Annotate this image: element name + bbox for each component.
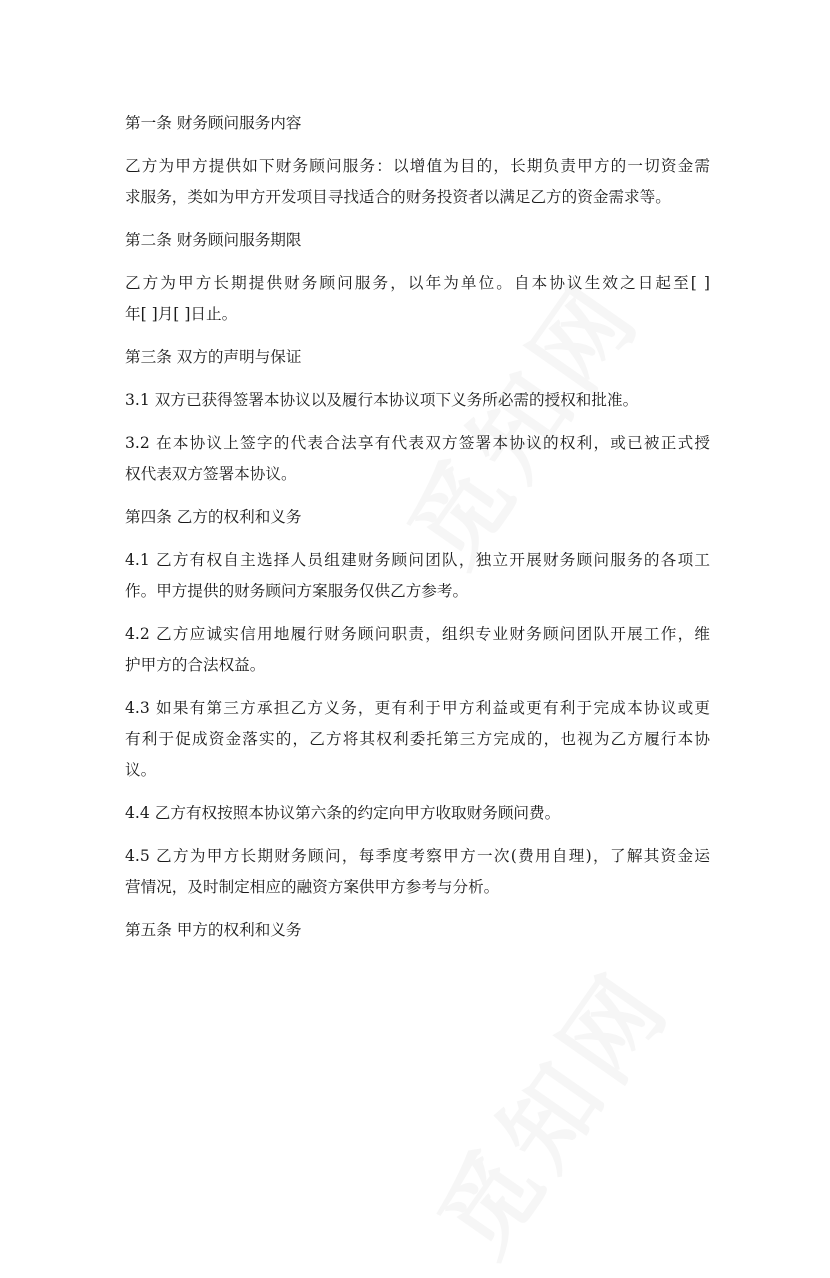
text-line: 4.3 如果有第三方承担乙方义务，更有利于甲方利益或更有利于完成本协议或更 bbox=[125, 699, 710, 717]
text-line: 乙方为甲方长期提供财务顾问服务，以年为单位。自本协议生效之日起至[ ] bbox=[125, 274, 710, 292]
article-2-heading bbox=[125, 225, 710, 256]
clause-4-4 bbox=[125, 798, 710, 829]
clause-4-3 bbox=[125, 693, 710, 786]
document-body bbox=[125, 108, 710, 958]
text-line: 第二条 财务顾问服务期限 bbox=[125, 231, 302, 249]
text-line: 营情况，及时制定相应的融资方案供甲方参考与分析。 bbox=[125, 878, 500, 896]
text-line: 护甲方的合法权益。 bbox=[125, 656, 266, 674]
text-line: 3.1 双方已获得签署本协议以及履行本协议项下义务所必需的授权和批准。 bbox=[125, 391, 639, 409]
text-line: 作。甲方提供的财务顾问方案服务仅供乙方参考。 bbox=[125, 582, 469, 600]
clause-3-1 bbox=[125, 385, 710, 416]
text-line: 权代表双方签署本协议。 bbox=[125, 465, 297, 483]
clause-4-5 bbox=[125, 841, 710, 903]
article-2-paragraph bbox=[125, 268, 710, 330]
text-line: 3.2 在本协议上签字的代表合法享有代表双方签署本协议的权利，或已被正式授 bbox=[125, 434, 710, 452]
text-line: 求服务，类如为甲方开发项目寻找适合的财务投资者以满足乙方的资金需求等。 bbox=[125, 188, 671, 206]
article-1-paragraph bbox=[125, 151, 710, 213]
article-3-heading bbox=[125, 342, 710, 373]
clause-3-2 bbox=[125, 428, 710, 490]
text-line: 4.5 乙方为甲方长期财务顾问，每季度考察甲方一次(费用自理)，了解其资金运 bbox=[125, 847, 710, 865]
clause-4-1 bbox=[125, 545, 710, 607]
text-line: 乙方为甲方提供如下财务顾问服务：以增值为目的，长期负责甲方的一切资金需 bbox=[125, 157, 710, 175]
article-5-heading bbox=[125, 915, 710, 946]
clause-4-2 bbox=[125, 619, 710, 681]
text-line: 第一条 财务顾问服务内容 bbox=[125, 114, 302, 132]
text-line: 4.2 乙方应诚实信用地履行财务顾问职责，组织专业财务顾问团队开展工作，维 bbox=[125, 625, 710, 643]
article-1-heading bbox=[125, 108, 710, 139]
text-line: 第三条 双方的声明与保证 bbox=[125, 348, 302, 366]
text-line: 年[ ]月[ ]日止。 bbox=[125, 305, 238, 323]
text-line: 第五条 甲方的权利和义务 bbox=[125, 921, 302, 939]
article-4-heading bbox=[125, 502, 710, 533]
text-line: 4.4 乙方有权按照本协议第六条的约定向甲方收取财务顾问费。 bbox=[125, 804, 561, 822]
text-line: 4.1 乙方有权自主选择人员组建财务顾问团队，独立开展财务顾问服务的各项工 bbox=[125, 551, 710, 569]
watermark bbox=[402, 939, 697, 1278]
text-line: 第四条 乙方的权利和义务 bbox=[125, 508, 302, 526]
text-line: 有利于促成资金落实的，乙方将其权利委托第三方完成的，也视为乙方履行本协 bbox=[125, 730, 710, 748]
text-line: 议。 bbox=[125, 761, 157, 779]
